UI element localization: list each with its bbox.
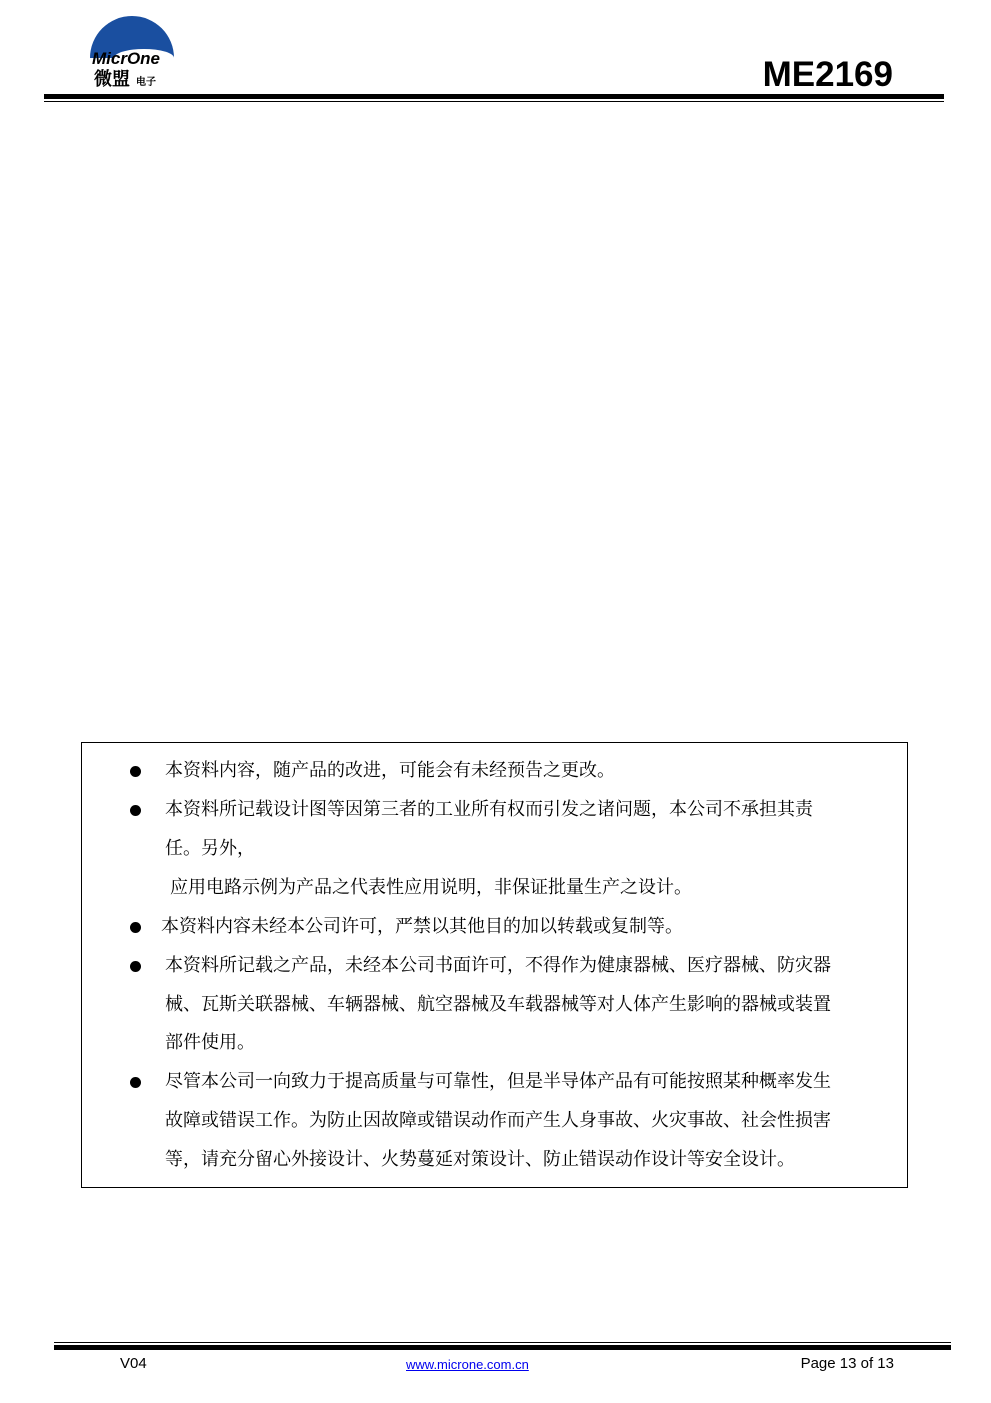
disclaimer-box [81, 742, 908, 1188]
bullet-icon [130, 961, 141, 972]
footer-divider [54, 1345, 951, 1350]
disclaimer-item-3: 本资料内容未经本公司许可，严禁以其他目的加以转载或复制等。 [161, 916, 683, 937]
footer-divider-thin [54, 1342, 951, 1343]
disclaimer-item-4-line-1: 本资料所记载之产品，未经本公司书面许可，不得作为健康器械、医疗器械、防灾器 [165, 955, 831, 976]
disclaimer-item-2-line-2: 任。另外， [165, 838, 255, 859]
disclaimer-item-1: 本资料内容，随产品的改进，可能会有未经预告之更改。 [165, 760, 615, 781]
logo-text-cn: 微盟 [94, 69, 130, 90]
bullet-icon [130, 766, 141, 777]
footer-website-link[interactable]: www.microne.com.cn [406, 1357, 529, 1372]
footer-version: V04 [120, 1355, 147, 1372]
bullet-icon [130, 922, 141, 933]
microne-logo [86, 12, 178, 90]
disclaimer-item-2-line-1: 本资料所记载设计图等因第三者的工业所有权而引发之诸问题，本公司不承担其责 [165, 799, 813, 820]
disclaimer-item-5-line-2: 故障或错误工作。为防止因故障或错误动作而产生人身事故、火灾事故、社会性损害 [165, 1110, 831, 1131]
header-divider [44, 94, 944, 99]
disclaimer-item-5-line-1: 尽管本公司一向致力于提高质量与可靠性，但是半导体产品有可能按照某种概率发生 [165, 1071, 831, 1092]
footer-page-number: Page 13 of 13 [800, 1355, 894, 1372]
document-title: ME2169 [762, 55, 893, 94]
disclaimer-item-2-line-3: 应用电路示例为产品之代表性应用说明，非保证批量生产之设计。 [170, 877, 692, 898]
logo-text-cn-small: 电子 [136, 77, 156, 88]
header-divider-thin [44, 101, 944, 102]
bullet-icon [130, 1077, 141, 1088]
logo-text-en: MicrOne [92, 49, 161, 68]
bullet-icon [130, 805, 141, 816]
disclaimer-item-5-line-3: 等，请充分留心外接设计、火势蔓延对策设计、防止错误动作设计等安全设计。 [165, 1149, 795, 1170]
disclaimer-item-4-line-2: 械、瓦斯关联器械、车辆器械、航空器械及车载器械等对人体产生影响的器械或装置 [165, 994, 831, 1015]
disclaimer-item-4-line-3: 部件使用。 [165, 1032, 255, 1053]
